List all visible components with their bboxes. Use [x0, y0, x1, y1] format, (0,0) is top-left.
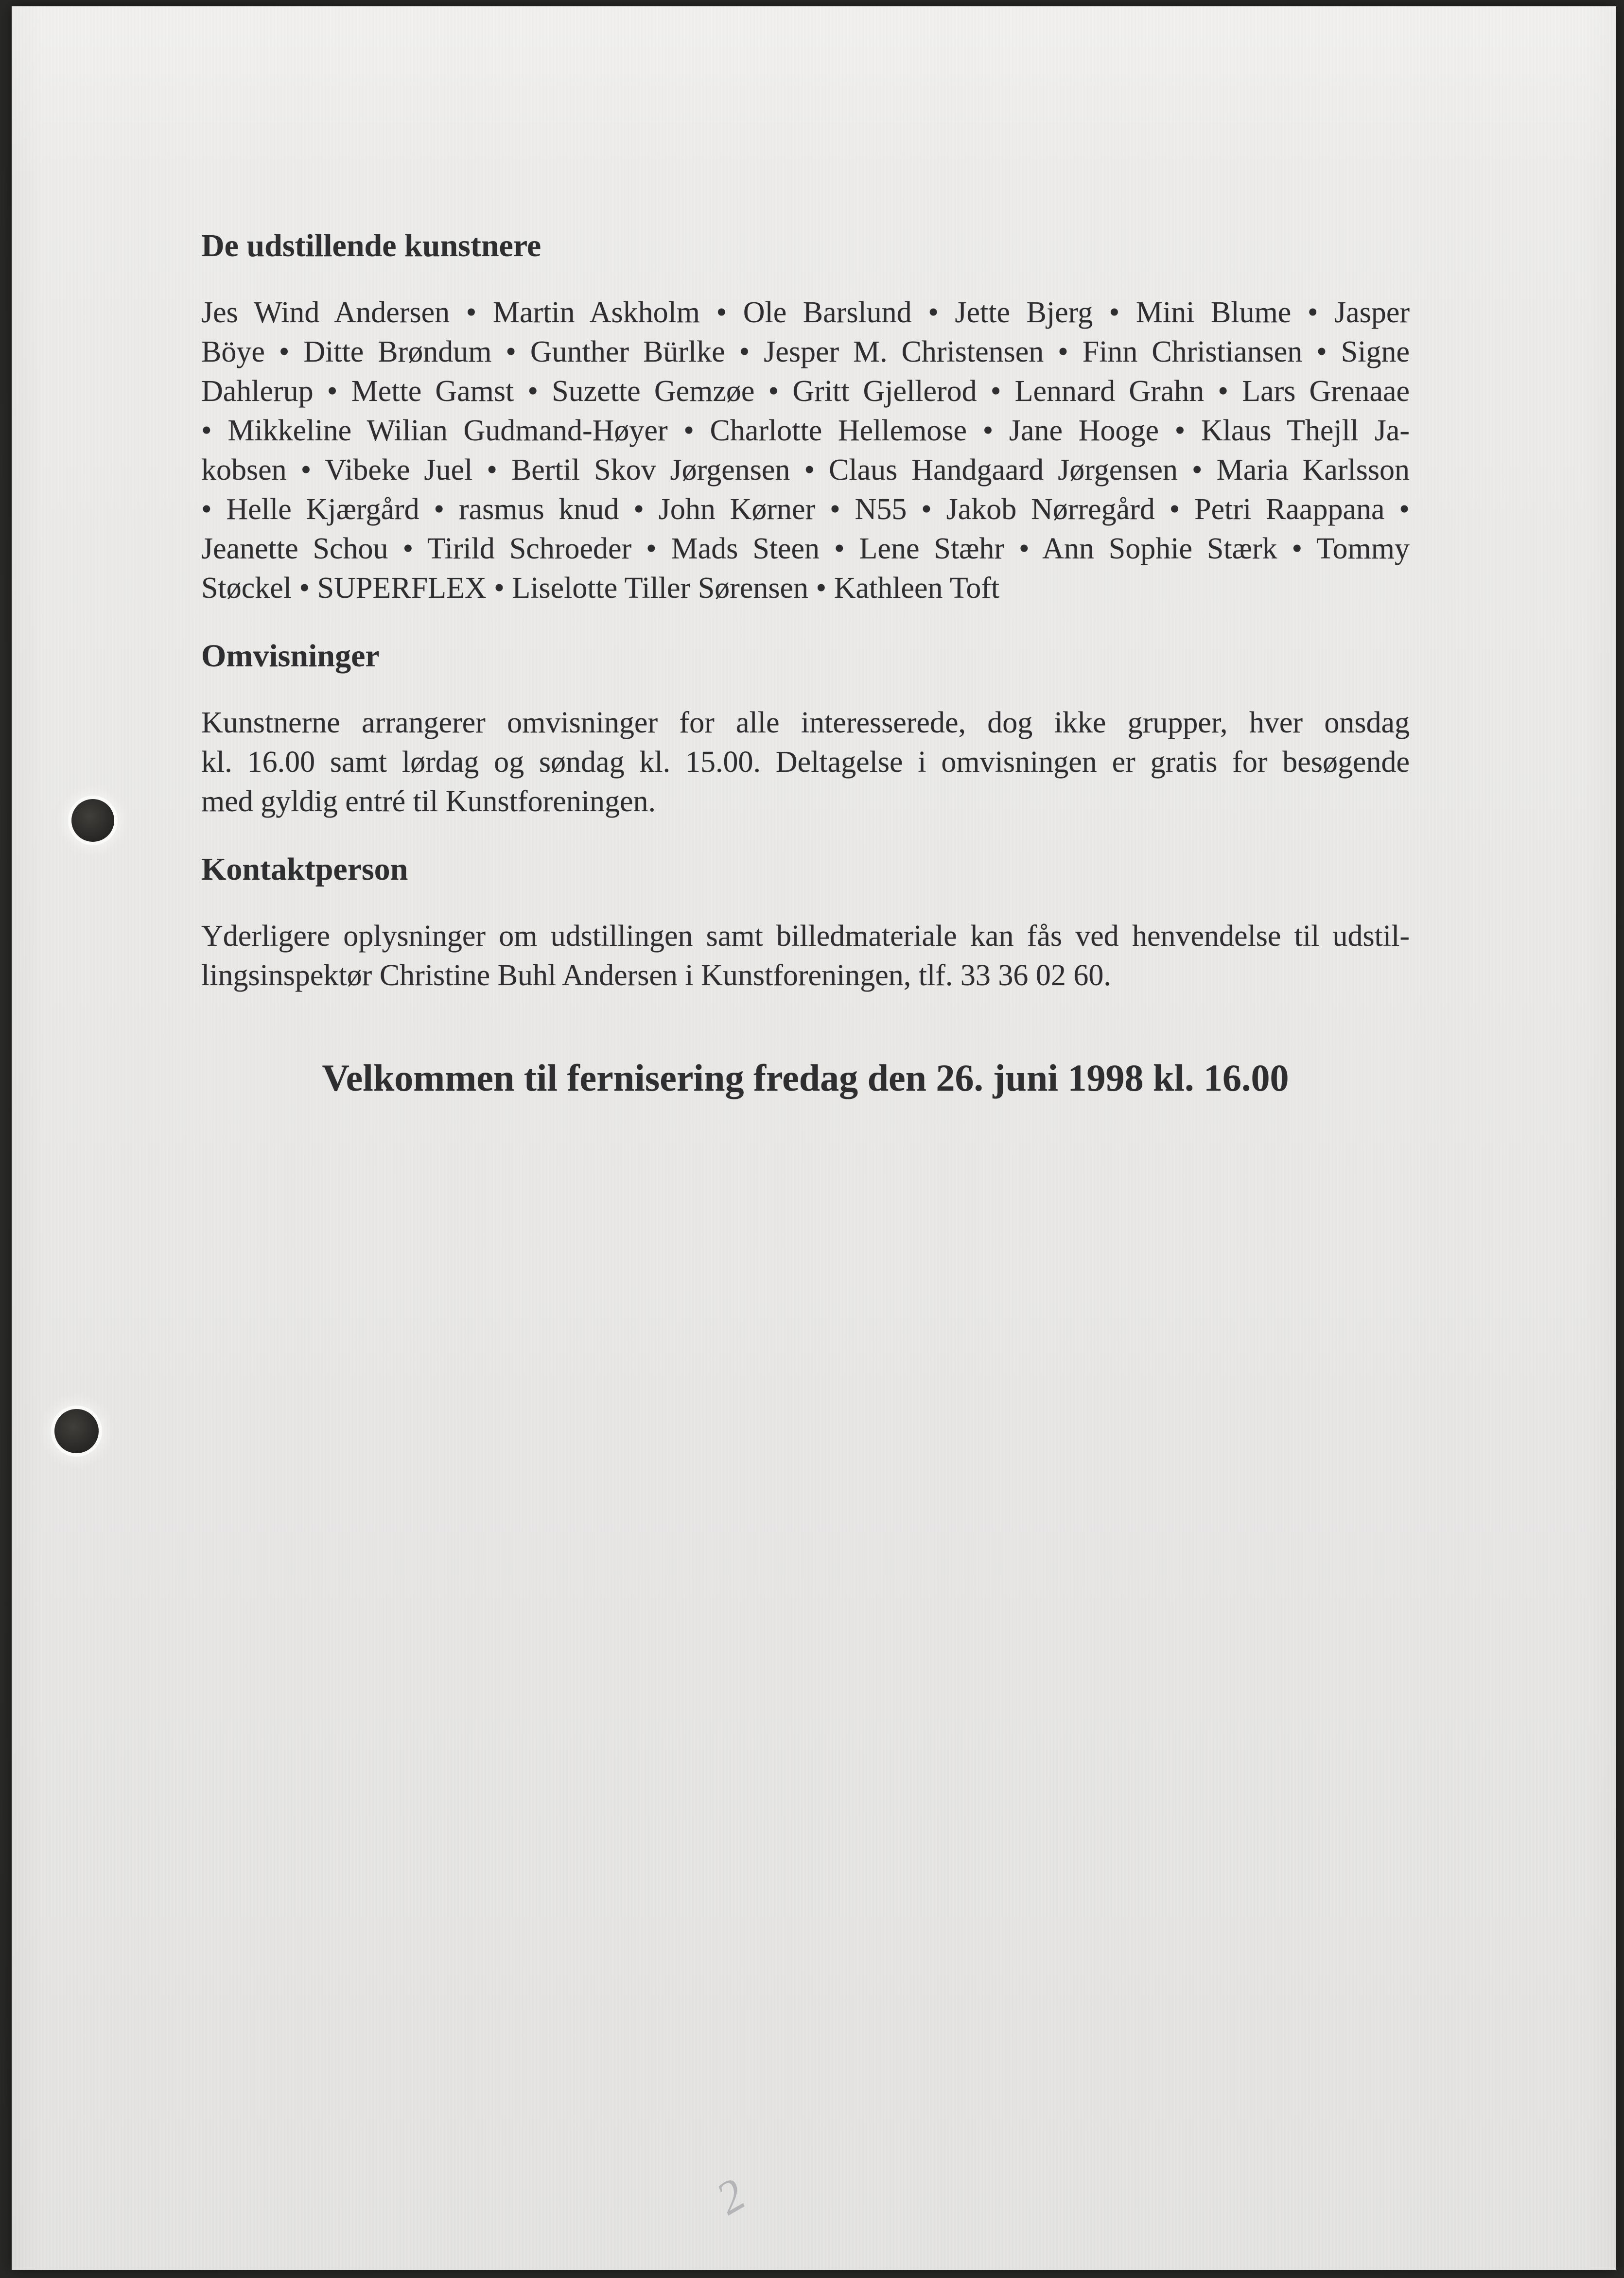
- section-heading: De udstillende kunstnere: [201, 228, 541, 263]
- text-line: kobsen • Vibeke Juel • Bertil Skov Jørgensen • Claus Handgaard Jørgensen • Maria Karlsson: [201, 453, 1410, 487]
- section-tours: [201, 636, 1410, 821]
- section-heading: Kontaktperson: [201, 852, 408, 887]
- text-line: Böye • Ditte Brøndum • Gunther Bürlke • Jesper M. Christensen • Finn Christiansen • Signe: [201, 335, 1410, 368]
- tours-paragraph: [201, 703, 1410, 821]
- contact-paragraph: [201, 917, 1410, 995]
- section-exhibiting-artists: [201, 226, 1410, 608]
- text-line: Dahlerup • Mette Gamst • Suzette Gemzøe • Gritt Gjellerod • Lennard Grahn • Lars Grenaae: [201, 375, 1410, 408]
- text-line: Jeanette Schou • Tirild Schroeder • Mads Steen • Lene Stæhr • Ann Sophie Stærk • Tommy: [201, 532, 1410, 565]
- text-line: • Mikkeline Wilian Gudmand-Høyer • Charlotte Hellemose • Jane Hooge • Klaus Thejll Ja-: [201, 414, 1410, 447]
- text-line: Yderligere oplysninger om udstillingen samt billedmateriale kan fås ved henvendelse til udstil-: [201, 920, 1410, 953]
- text-line: kl. 16.00 samt lørdag og søndag kl. 15.00. Deltagelse i omvisningen er gratis for besøgende: [201, 746, 1410, 779]
- document-page: [12, 6, 1616, 2270]
- section-heading: Omvisninger: [201, 638, 380, 674]
- artist-list-paragraph: [201, 293, 1410, 608]
- section-contact: [201, 850, 1410, 995]
- text-line: • Helle Kjærgård • rasmus knud • John Kørner • N55 • Jakob Nørregård • Petri Raappana •: [201, 493, 1410, 526]
- page-content: [201, 226, 1410, 1102]
- text-line: Støckel • SUPERFLEX • Liselotte Tiller Sørensen • Kathleen Toft: [201, 572, 1000, 605]
- text-line: med gyldig entré til Kunstforeningen.: [201, 785, 656, 818]
- text-line: Kunstnerne arrangerer omvisninger for alle interesserede, dog ikke grupper, hver onsdag: [201, 706, 1410, 739]
- closing-invitation-line: Velkommen til fernisering fredag den 26. juni 1998 kl. 16.00: [322, 1057, 1289, 1099]
- handwritten-mark: 2: [707, 2168, 754, 2225]
- text-line: lingsinspektør Christine Buhl Andersen i Kunstforeningen, tlf. 33 36 02 60.: [201, 959, 1111, 992]
- text-line: Jes Wind Andersen • Martin Askholm • Ole Barslund • Jette Bjerg • Mini Blume • Jasper: [201, 296, 1410, 329]
- hole-punch-top: [71, 799, 114, 842]
- hole-punch-bottom: [54, 1409, 99, 1453]
